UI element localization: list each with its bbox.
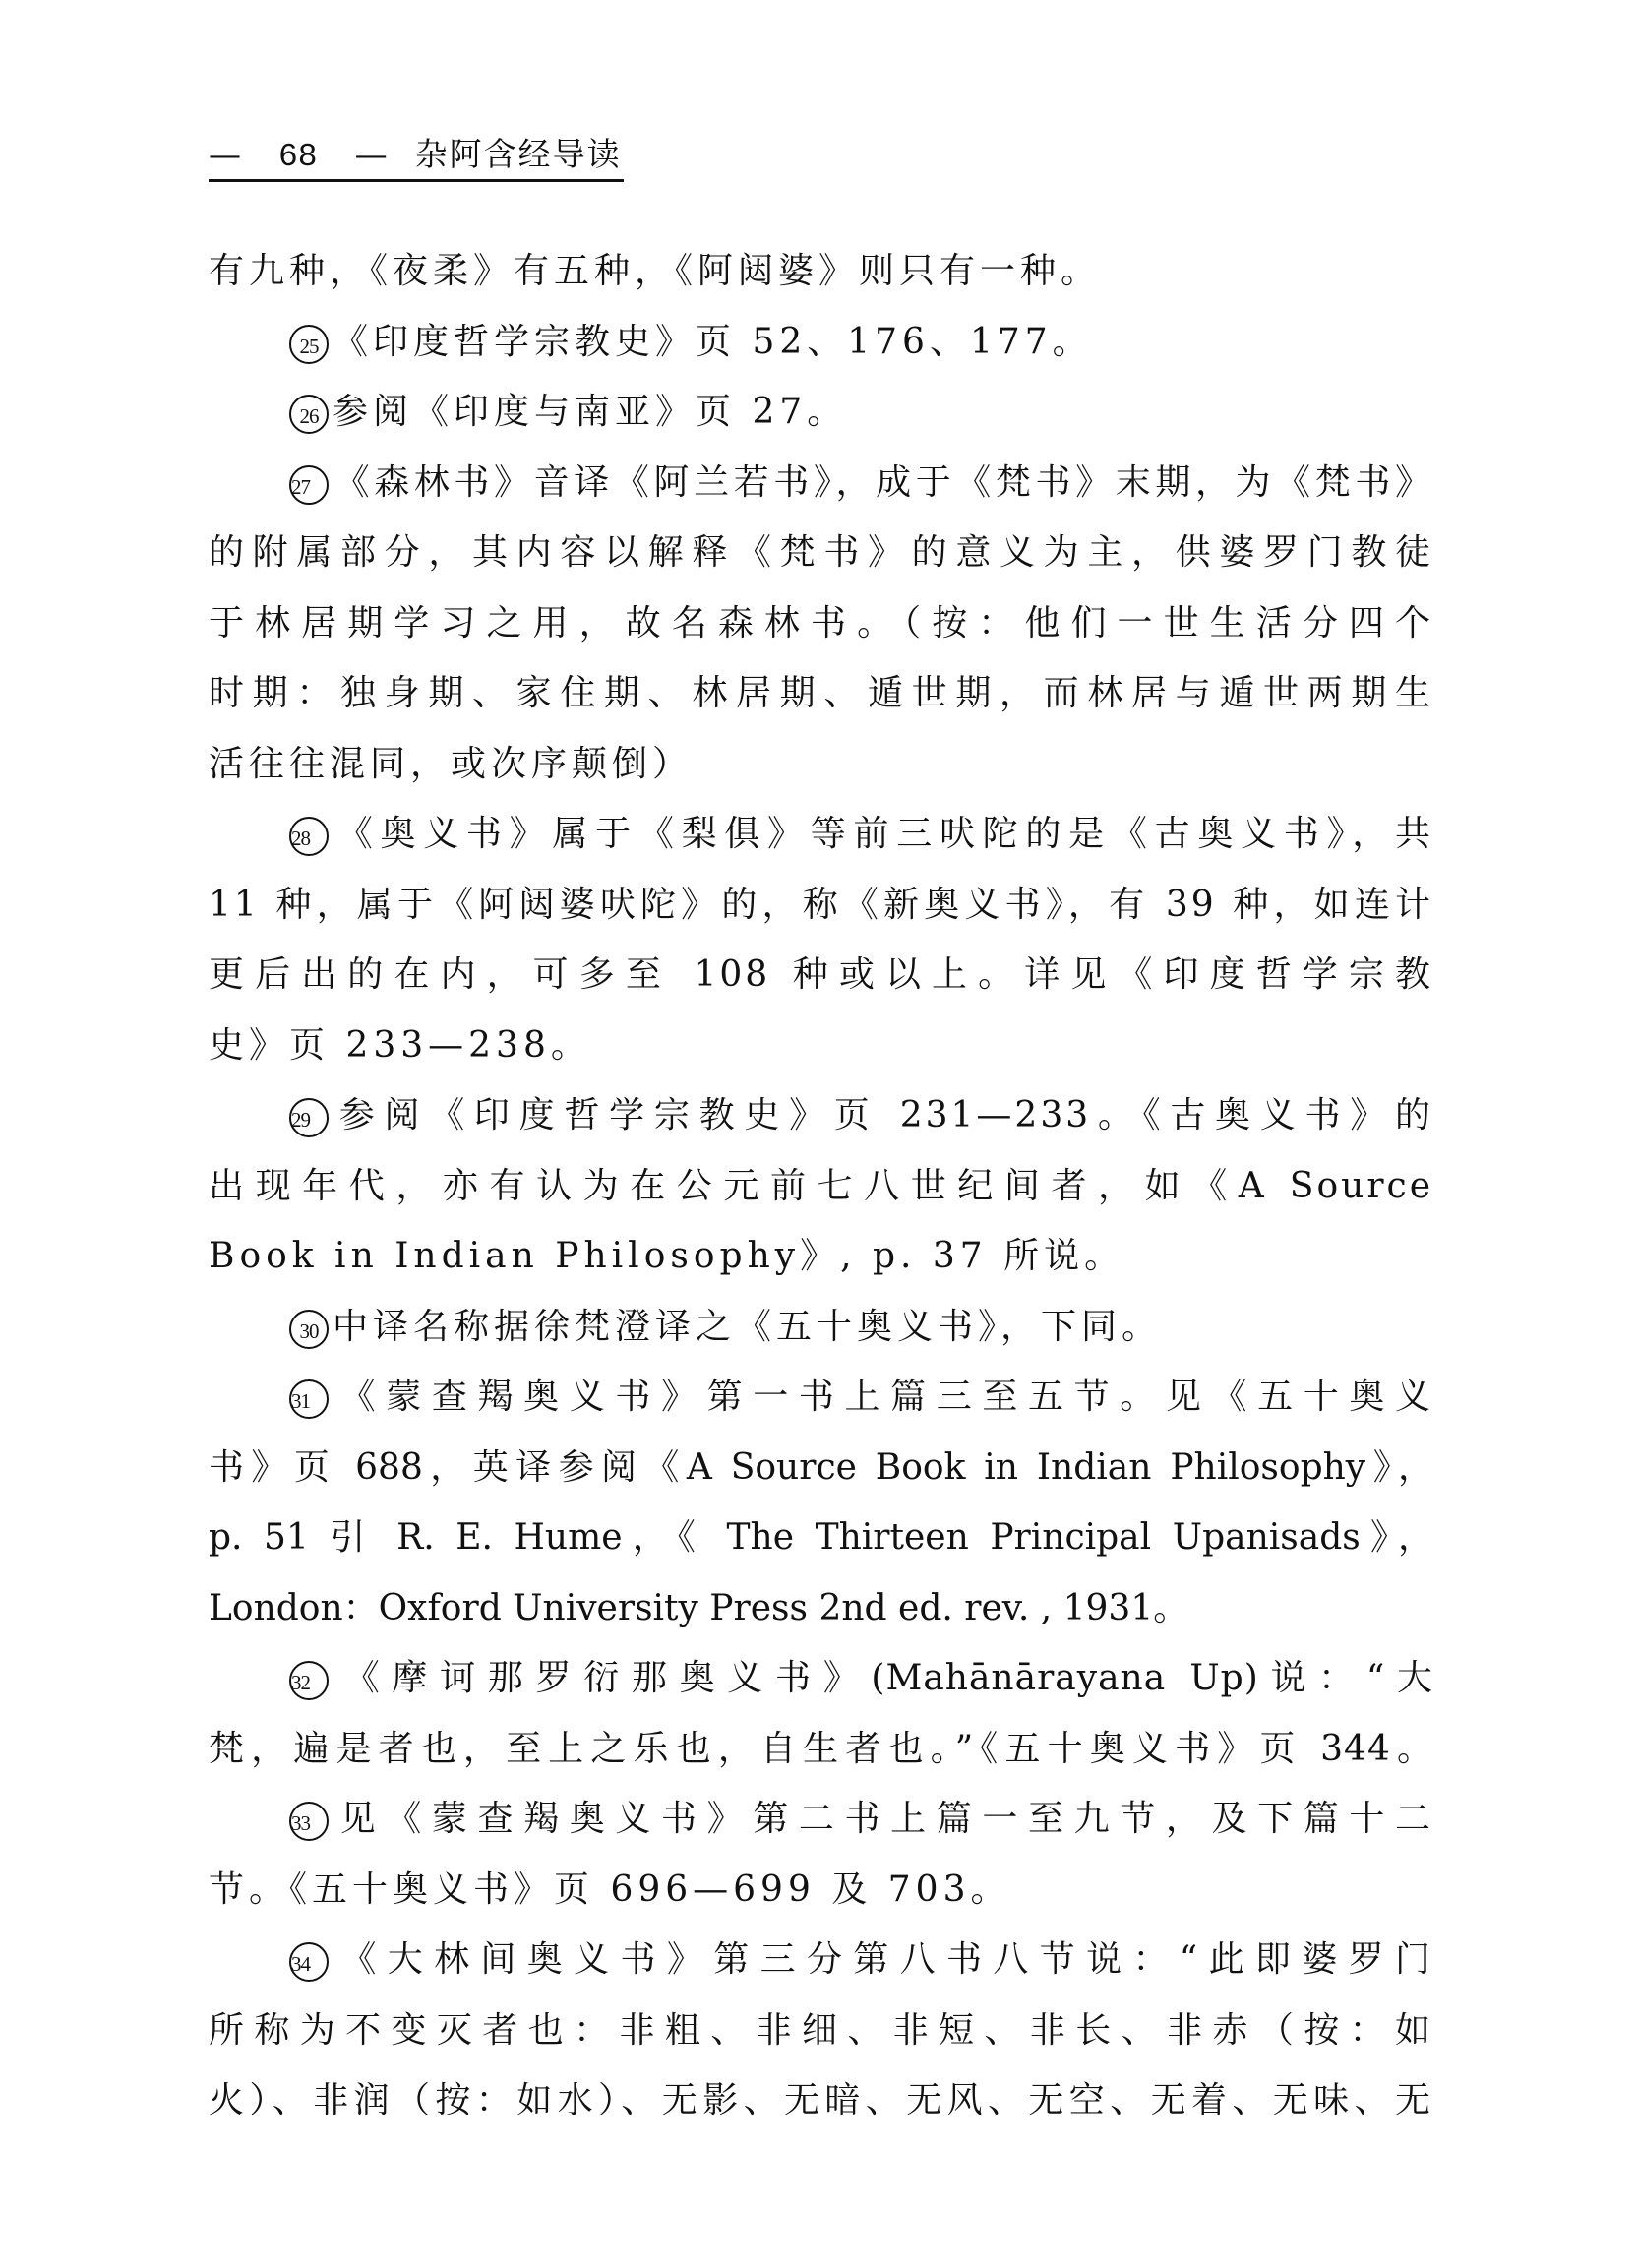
text: 史》页 233—238。 [209, 1024, 591, 1066]
text: 中译名称据徐梵澄译之《五十奥义书》，下同。 [333, 1306, 1163, 1347]
note-marker: 29 [289, 1098, 329, 1137]
note-marker: 32 [289, 1661, 329, 1700]
text: 活往往混同，或次序颠倒） [209, 743, 694, 784]
text: p. 51 引 R. E. Hume，《 The Thirteen Principal Upanisads》， [209, 1517, 1433, 1558]
page-number: 68 [278, 139, 318, 175]
header-dash-left: — [209, 135, 241, 173]
header-dash-right: — [354, 135, 388, 173]
book-title: 杂阿含经导读 [414, 135, 622, 173]
note-27-line [209, 588, 1433, 659]
note-27-line [209, 518, 1433, 588]
note-32-line [209, 1714, 1433, 1785]
note-27-line [209, 729, 1433, 800]
text: 书》页 688，英译参阅《A Source Book in Indian Philosophy》， [209, 1446, 1433, 1488]
text: 的附属部分，其内容以解释《梵书》的意义为主，供婆罗门教徒 [209, 532, 1433, 573]
text: 梵，遍是者也，至上之乐也，自生者也。”《五十奥义书》页 344。 [209, 1728, 1433, 1769]
note-34-line [209, 1925, 1433, 1995]
note-32-line [209, 1643, 1433, 1714]
text: 《奥义书》属于《梨俱》等前三吠陀的是《古奥义书》，共 [333, 814, 1433, 854]
running-header [209, 130, 624, 182]
note-27-line [209, 658, 1433, 729]
note-29-line [209, 1151, 1433, 1222]
note-26-line [209, 377, 1433, 448]
note-30-line [209, 1292, 1433, 1363]
note-marker: 33 [289, 1802, 329, 1841]
text: 有九种，《夜柔》有五种，《阿闼婆》则只有一种。 [209, 251, 1102, 291]
note-marker: 25 [289, 325, 329, 364]
text: 出现年代，亦有认为在公元前七八世纪间者，如《A Source [209, 1165, 1433, 1206]
text: 《摩诃那罗衍那奥义书》(Mahānārayana Up)说：“大 [333, 1658, 1433, 1698]
text: 参阅《印度与南亚》页 27。 [333, 392, 848, 432]
note-marker: 34 [289, 1942, 329, 1982]
note-28-line [209, 940, 1433, 1011]
text: 火）、非润（按：如水）、无影、无暗、无风、无空、无着、无味、无 [209, 2080, 1433, 2120]
note-marker: 28 [289, 817, 329, 856]
text: 所称为不变灭者也：非粗、非细、非短、非长、非赤（按：如 [209, 2009, 1433, 2051]
note-25-line [209, 307, 1433, 378]
text: 节。《五十奥义书》页 696—699 及 703。 [209, 1869, 1011, 1910]
text: London：Oxford University Press 2nd ed. rev. , 1931。 [209, 1587, 1189, 1628]
note-29-line [209, 1080, 1433, 1151]
note-continuation-line [209, 236, 1433, 307]
note-28-line [209, 1011, 1433, 1081]
text: 时期：独身期、家住期、林居期、遁世期，而林居与遁世两期生 [209, 673, 1433, 713]
note-marker: 27 [289, 465, 329, 505]
note-34-line [209, 1995, 1433, 2066]
note-31-line [209, 1362, 1433, 1433]
text: 参阅《印度哲学宗教史》页 231—233。《古奥义书》的 [333, 1095, 1433, 1135]
note-29-line [209, 1221, 1433, 1292]
text: 更后出的在内，可多至 108 种或以上。详见《印度哲学宗教 [209, 954, 1433, 995]
note-33-line [209, 1784, 1433, 1855]
note-27-line [209, 448, 1433, 519]
note-marker: 30 [289, 1310, 329, 1349]
text: Book in Indian Philosophy》, p. 37 所说。 [209, 1236, 1125, 1276]
note-31-line [209, 1433, 1433, 1503]
text: 11 种，属于《阿闼婆吠陀》的，称《新奥义书》，有 39 种，如连计 [209, 884, 1433, 925]
note-34-line [209, 2065, 1433, 2136]
note-33-line [209, 1855, 1433, 1926]
note-28-line [209, 799, 1433, 870]
note-31-line [209, 1573, 1433, 1644]
text: 于林居期学习之用，故名森林书。（按：他们一世生活分四个 [209, 602, 1433, 644]
note-31-line [209, 1502, 1433, 1573]
text: 《蒙查羯奥义书》第一书上篇三至五节。见《五十奥义 [333, 1377, 1433, 1417]
text: 《印度哲学宗教史》页 52、176、177。 [333, 321, 1093, 362]
text: 《森林书》音译《阿兰若书》，成于《梵书》末期，为《梵书》 [333, 461, 1433, 503]
footnotes-body [209, 236, 1433, 2136]
text: 见《蒙查羯奥义书》第二书上篇一至九节，及下篇十二 [333, 1799, 1433, 1839]
note-marker: 26 [289, 395, 329, 434]
note-28-line [209, 870, 1433, 941]
text: 《大林间奥义书》第三分第八书八节说：“此即婆罗门 [333, 1939, 1433, 1980]
note-marker: 31 [289, 1379, 329, 1419]
